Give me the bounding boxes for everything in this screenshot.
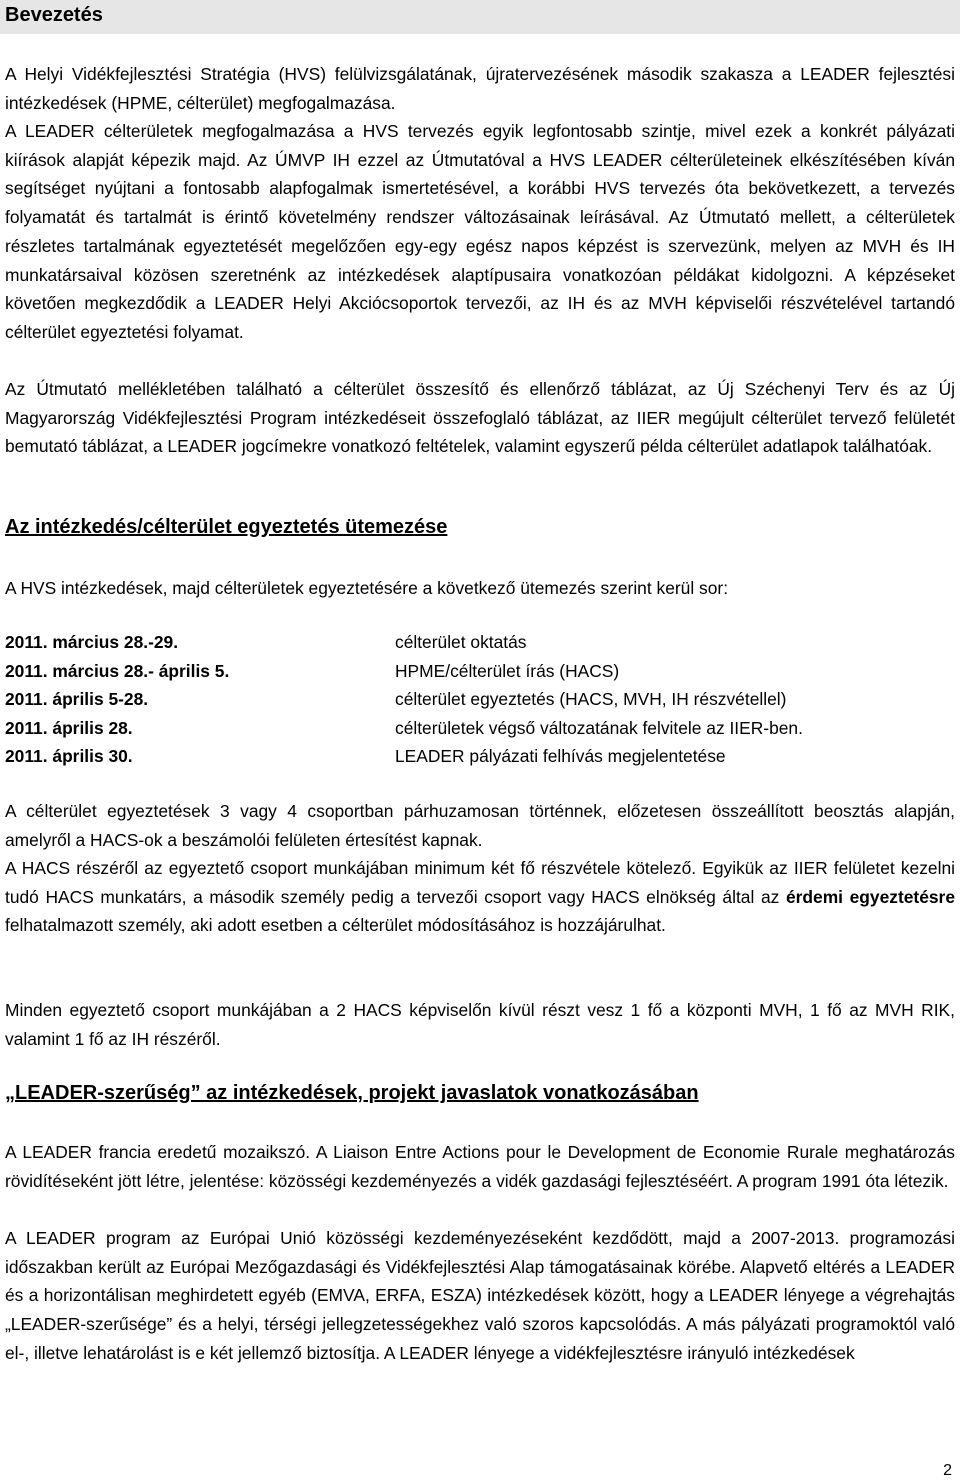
leader-paragraph-1: A LEADER francia eredetű mozaikszó. A Liaison Entre Actions pour le Development de Economie Rurale meghatározás rövidítéseként jött létre, jelentése: közösségi kezdeményezés a vidék gazdasági fejlesztéséért. A program 1991 óta létezik. <box>5 1142 955 1191</box>
intro-paragraph-1: A Helyi Vidékfejlesztési Stratégia (HVS) felülvizsgálatának, újratervezésének második szakasza a LEADER fejlesztési intézkedések (HPME, célterület) megfogalmazása. <box>5 64 955 113</box>
leader-paragraph-2: A LEADER program az Európai Unió közösségi kezdeményezéseként kezdődött, majd a 2007-2013. programozási időszakban került az Európai Mezőgazdasági és Vidékfejlesztési Alap támogatásainak körébe. Alapvető eltérés a LEADER és a horizontálisan meghirdetett egyéb (EMVA, ERFA, ESZA) intézkedések között, hogy a LEADER lényege a végrehajtás „LEADER-szerűsége” és a helyi, térségi jellegzetességekhez való szoros kapcsolódás. A más pályázati programoktól való el-, illetve lehatárolást is e két jellemző biztosítja. A LEADER lényege a vidékfejlesztésre irányuló intézkedések <box>5 1228 955 1363</box>
section-title-schedule: Az intézkedés/célterület egyeztetés ütemezése <box>5 516 448 538</box>
schedule-date: 2011. március 28.-29. <box>5 632 179 652</box>
schedule-intro: A HVS intézkedések, majd célterületek egyeztetésére a következő ütemezés szerint kerül sor: <box>5 578 729 598</box>
section-title-bevezetes: Bevezetés <box>5 4 103 26</box>
schedule-description: célterület egyeztetés (HACS, MVH, IH részvétellel) <box>395 689 787 709</box>
intro-paragraph-3: Az Útmutató mellékletében található a célterület összesítő és ellenőrző táblázat, az Új Széchenyi Terv és az Új Magyarország Vidékfejlesztési Program intézkedéseit összefoglaló táblázat, az IIER megújult célterület tervező felületét bemutató táblázat, a LEADER jogcímekre vonatkozó feltételek, valamint egyszerű példa célterület adatlapok találhatóak. <box>5 379 955 457</box>
schedule-paragraph-3: Minden egyeztető csoport munkájában a 2 HACS képviselőn kívül részt vesz 1 fő a központi MVH, 1 fő az MVH RIK, valamint 1 fő az IH részéről. <box>5 1000 955 1049</box>
schedule-date: 2011. április 28. <box>5 717 133 738</box>
page-number: 2 <box>943 1462 952 1479</box>
schedule-date: 2011. március 28.- április 5. <box>5 660 230 681</box>
schedule-description: célterületek végső változatának felvitele az IIER-ben. <box>395 717 803 738</box>
schedule-paragraph-1: A célterület egyeztetések 3 vagy 4 csoportban párhuzamosan történnek, előzetesen összeállított beosztás alapján, amelyről a HACS-ok a beszámolói felületen értesítést kapnak. <box>5 801 955 850</box>
intro-paragraph-2: A LEADER célterületek megfogalmazása a HVS tervezés egyik legfontosabb szintje, mivel ezek a konkrét pályázati kiírások alapját képezik majd. Az ÚMVP IH ezzel az Útmutatóval a HVS LEADER célterületeinek elkészítésében kíván segítséget nyújtani a fontosabb alapfogalmak ismertetésével, a korábbi HVS tervezés óta bekövetkezett, a tervezés folyamatát és tartalmát is érintő követelmény rendszer változásainak leírásával. Az Útmutató mellett, a célterületek részletes tartalmának egyeztetését megelőzően egy-egy egész napos képzést is szervezünk, melyen az MVH és IH munkatársaival közösen szeretnénk az intézkedések alaptípusaira vonatkozóan példákat kidolgozni. A képzéseket követően megkezdődik a LEADER Helyi Akciócsoportok tervezői, az IH és az MVH képviselői részvételével tartandó célterület egyeztetési folyamat. <box>5 121 955 342</box>
schedule-description: LEADER pályázati felhívás megjelentetése <box>395 746 726 766</box>
schedule-date: 2011. április 30. <box>5 746 133 766</box>
paragraph-text: A HACS részéről az egyeztető csoport munkájában minimum két fő részvétele kötelező. Egyikük az IIER felületet kezelni tudó HACS munkatárs, a második személy pedig a tervezői csoport vagy HACS elnökség által az <box>5 858 955 907</box>
section-heading-bar <box>0 0 960 34</box>
paragraph-text: felhatalmazott személy, aki adott esetben a célterület módosításához is hozzájárulhat. <box>5 915 666 936</box>
schedule-description: célterület oktatás <box>395 632 527 652</box>
schedule-description: HPME/célterület írás (HACS) <box>395 660 620 681</box>
schedule-paragraph-2 <box>5 854 955 940</box>
schedule-date: 2011. április 5-28. <box>5 689 149 709</box>
bold-emphasis: érdemi egyeztetésre <box>785 886 956 907</box>
section-title-leader: „LEADER-szerűség” az intézkedések, projekt javaslatok vonatkozásában <box>5 1082 699 1104</box>
